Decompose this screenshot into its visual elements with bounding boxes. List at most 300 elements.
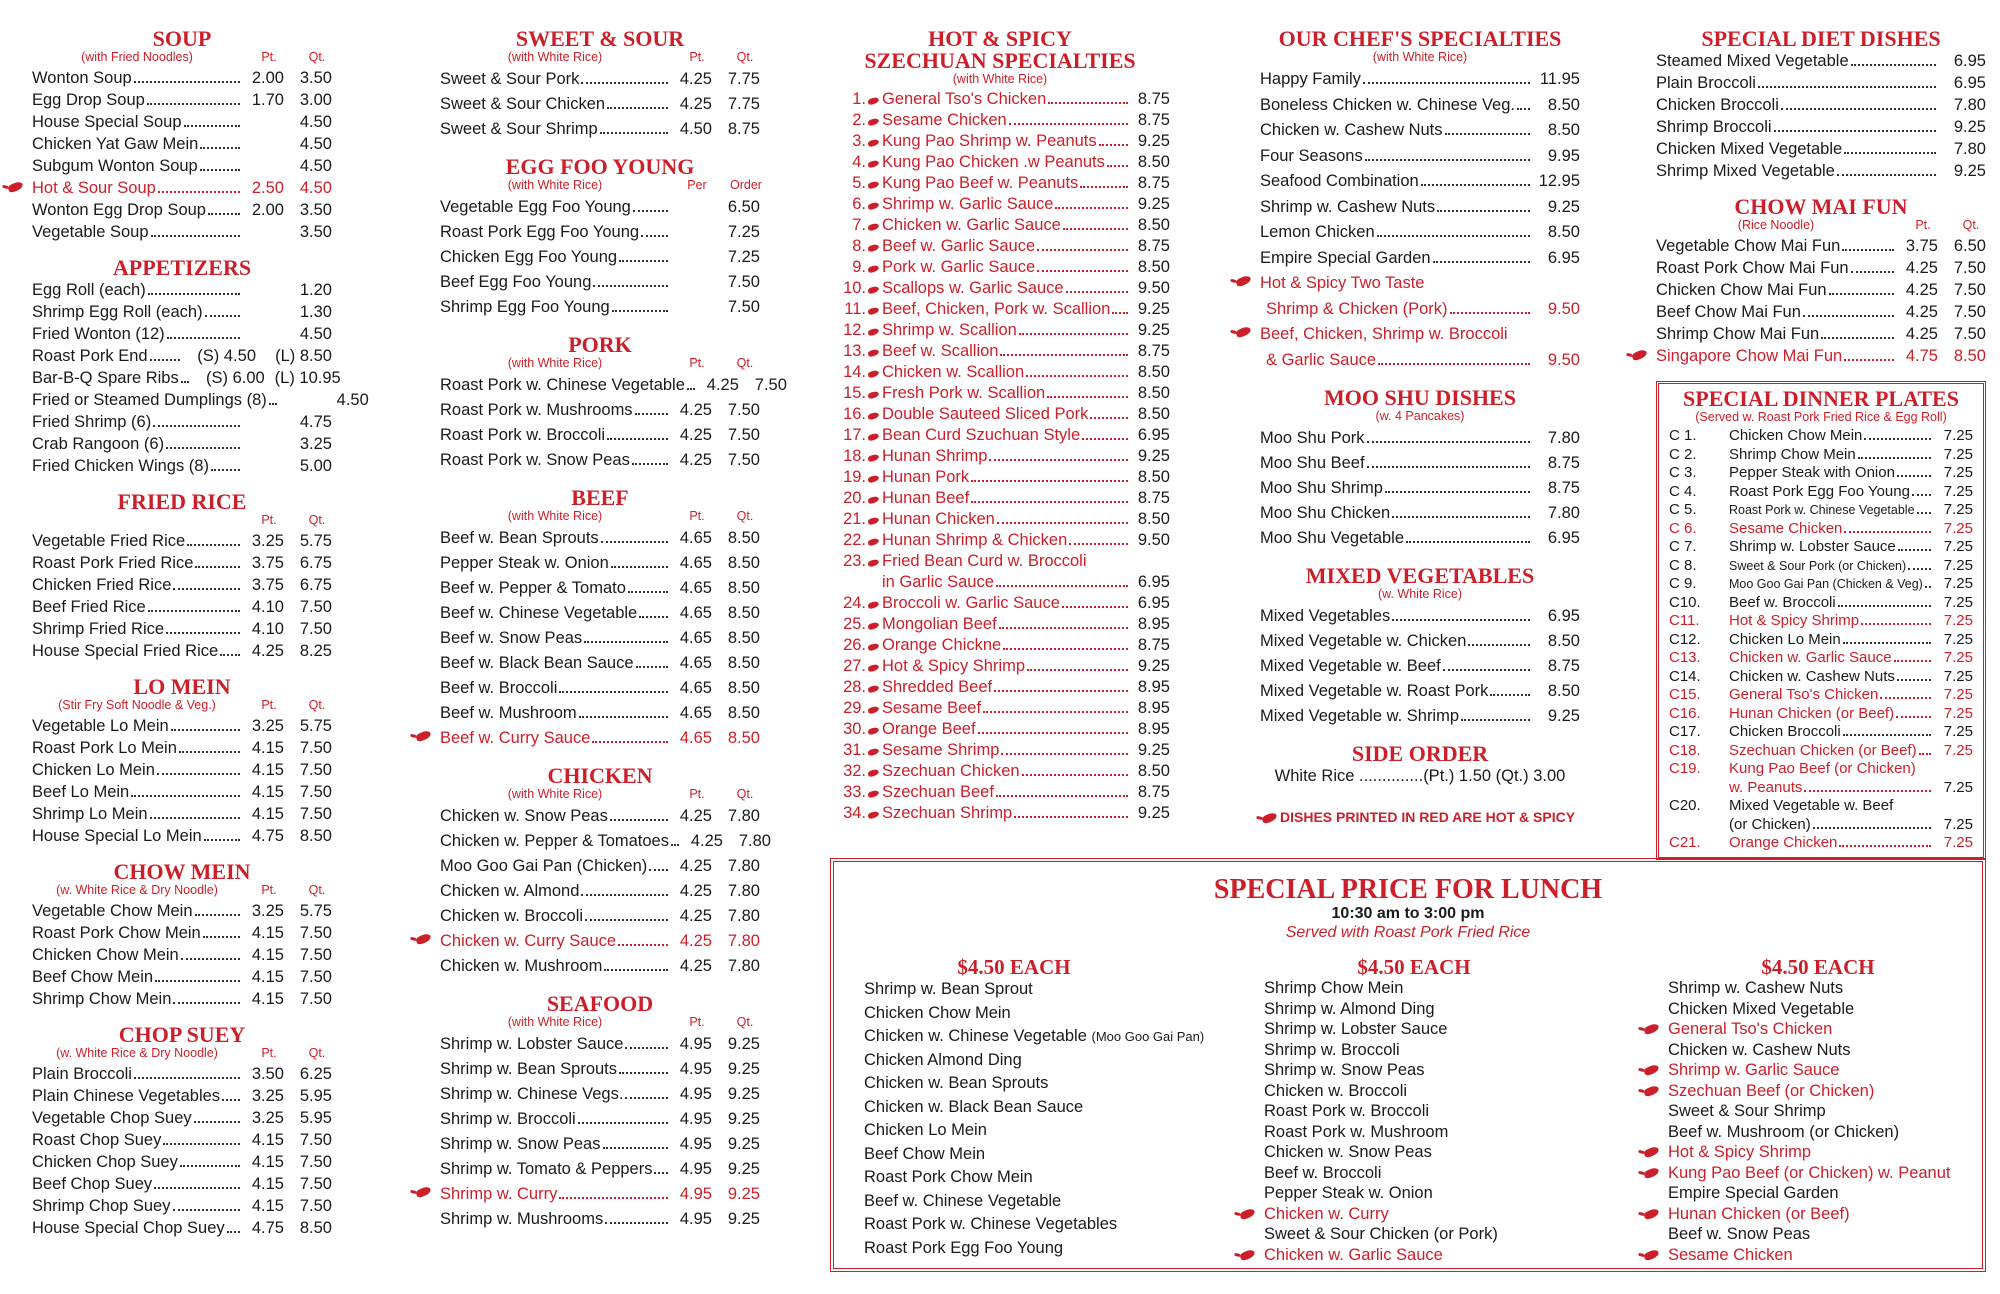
hot-spicy-item bbox=[830, 761, 1170, 782]
item-name: Roast Pork Egg Foo Young bbox=[1729, 482, 1910, 500]
plate-code: C18. bbox=[1669, 741, 1701, 759]
item-name: Beef w. Scallion bbox=[882, 342, 999, 360]
dot-leader bbox=[1433, 261, 1530, 263]
item-name: Chicken Mixed Vegetable bbox=[1656, 140, 1843, 158]
menu-item bbox=[1656, 138, 1986, 160]
dot-leader bbox=[1758, 86, 1936, 88]
pepper-icon bbox=[866, 619, 882, 629]
item-name: Shrimp Lo Mein bbox=[32, 805, 148, 823]
plate-code: C 4. bbox=[1669, 482, 1697, 500]
item-name: Roast Pork w. Broccoli bbox=[440, 426, 606, 444]
dot-leader bbox=[1821, 337, 1894, 339]
item-number: 20. bbox=[843, 489, 866, 507]
item-price-2: 7.50 bbox=[299, 968, 332, 986]
dot-leader bbox=[1781, 108, 1936, 110]
item-name: Bean Curd Szuchuan Style bbox=[882, 426, 1081, 444]
plate-code: C16. bbox=[1669, 704, 1701, 722]
item-name: Steamed Mixed Vegetable bbox=[1656, 52, 1849, 70]
menu-item bbox=[32, 323, 332, 345]
pepper-icon bbox=[866, 94, 882, 104]
item-number: 32. bbox=[843, 762, 866, 780]
menu-item bbox=[440, 1157, 760, 1182]
dinner-plate-item-cont bbox=[1669, 816, 1973, 835]
item-name: Roast Pork End bbox=[32, 347, 148, 365]
item-name: Mongolian Beef bbox=[882, 615, 997, 633]
menu-item bbox=[32, 1151, 332, 1173]
item-name: Pork w. Garlic Sauce bbox=[882, 258, 1036, 276]
item-number: 13. bbox=[843, 342, 866, 360]
item-price-1: 4.15 bbox=[251, 783, 284, 801]
menu-item bbox=[440, 117, 760, 142]
dot-leader bbox=[639, 616, 668, 618]
item-price-2: 6.25 bbox=[299, 1065, 332, 1083]
item-number: 2. bbox=[852, 111, 866, 129]
item-price-2: 8.50 bbox=[727, 579, 760, 597]
chicken-title: CHICKEN bbox=[547, 763, 653, 788]
hot-spicy-item bbox=[830, 593, 1170, 614]
menu-item bbox=[32, 1085, 332, 1107]
item-price: 8.75 bbox=[1137, 111, 1170, 129]
menu-item bbox=[1260, 220, 1580, 246]
lunch-item bbox=[864, 1072, 1224, 1096]
item-name: Hot & Sour Soup bbox=[32, 179, 156, 197]
dot-leader bbox=[1378, 363, 1530, 365]
item-name: Roast Pork Lo Mein bbox=[32, 739, 177, 757]
lunch-item bbox=[864, 1166, 1224, 1190]
item-price: 8.50 bbox=[1137, 153, 1170, 171]
item-name: Wonton Egg Drop Soup bbox=[32, 201, 206, 219]
item-price-2: 7.50 bbox=[299, 783, 332, 801]
dot-leader bbox=[559, 1197, 668, 1199]
item-price-2: 8.50 bbox=[1547, 632, 1580, 650]
dot-leader bbox=[636, 666, 668, 668]
lunch-column-3 bbox=[1668, 956, 2000, 1265]
dot-leader bbox=[1897, 475, 1931, 477]
menu-item bbox=[440, 448, 760, 473]
menu-item bbox=[440, 929, 760, 954]
item-price-1: 3.75 bbox=[251, 576, 284, 594]
item-price-2: 9.25 bbox=[1953, 162, 1986, 180]
item-price: 7.25 bbox=[1943, 704, 1973, 722]
dot-leader bbox=[200, 169, 240, 171]
column-header-2: Order bbox=[730, 178, 762, 192]
item-price-1: 4.10 bbox=[251, 598, 284, 616]
item-price-2: 7.80 bbox=[1953, 140, 1986, 158]
item-price: 7.25 bbox=[1943, 575, 1973, 592]
item-price: 7.25 bbox=[1943, 686, 1973, 703]
menu-item bbox=[32, 781, 332, 803]
pepper-icon bbox=[7, 181, 24, 194]
menu-item bbox=[32, 715, 332, 737]
pepper-icon bbox=[1239, 1207, 1256, 1220]
item-name: Beef w. Bean Sprouts bbox=[440, 529, 599, 547]
plate-code: C15. bbox=[1669, 686, 1701, 703]
hot-spicy-item bbox=[830, 89, 1170, 110]
menu-item bbox=[440, 601, 760, 626]
dot-leader bbox=[1392, 619, 1530, 621]
item-name: Beef Chow Mein bbox=[32, 968, 154, 986]
item-name: Chicken w. Snow Peas bbox=[1264, 1143, 1432, 1161]
dot-leader bbox=[1406, 541, 1530, 543]
item-name: Szechuan Beef (or Chicken) bbox=[1668, 1081, 1875, 1100]
lunch-item bbox=[864, 1143, 1224, 1167]
lunch-item bbox=[1264, 1183, 1624, 1204]
item-name: Beef w. Chinese Vegetable bbox=[864, 1191, 1062, 1210]
item-price: 9.25 bbox=[1137, 195, 1170, 213]
item-price-2: 7.50 bbox=[754, 376, 787, 394]
dot-leader bbox=[635, 413, 668, 415]
dot-leader bbox=[593, 285, 668, 287]
menu-item bbox=[440, 270, 760, 295]
item-price-1: 4.95 bbox=[679, 1110, 712, 1128]
item-price-2: 9.25 bbox=[727, 1210, 760, 1228]
item-price-1: 4.75 bbox=[1905, 347, 1938, 365]
column-header-1: Pt. bbox=[261, 698, 277, 712]
dinner-plate-item bbox=[1669, 483, 1973, 502]
plate-code: C14. bbox=[1669, 667, 1701, 685]
item-name: Shrimp Chop Suey bbox=[32, 1197, 171, 1215]
pepper-icon bbox=[1261, 812, 1278, 825]
lunch-column-title: $4.50 EACH bbox=[1357, 955, 1471, 979]
dot-leader bbox=[997, 522, 1128, 524]
hot-spicy-note: (with White Rice) bbox=[952, 72, 1048, 86]
dinner-plate-item bbox=[1669, 649, 1973, 668]
item-name: Bar-B-Q Spare Ribs bbox=[32, 369, 179, 387]
plate-code: C13. bbox=[1669, 649, 1701, 666]
item-price: 7.25 bbox=[1943, 815, 1973, 833]
lunch-item bbox=[1668, 1163, 2000, 1184]
menu-item bbox=[32, 411, 332, 433]
item-name: Moo Goo Gai Pan (Chicken) bbox=[440, 857, 648, 875]
item-price: 8.75 bbox=[1137, 783, 1170, 801]
item-name: Szechuan Beef bbox=[882, 783, 994, 801]
item-name: Moo Goo Gai Pan (Chicken & Veg) bbox=[1729, 577, 1923, 591]
item-price: 8.75 bbox=[1137, 636, 1170, 654]
lunch-item bbox=[864, 978, 1224, 1002]
dot-leader bbox=[131, 795, 240, 797]
item-name: Shrimp Chow Mein bbox=[32, 990, 172, 1008]
lunch-item bbox=[1668, 1224, 2000, 1245]
hot-spicy-item bbox=[830, 425, 1170, 446]
dot-leader bbox=[1844, 152, 1936, 154]
chop-suey-section bbox=[32, 1024, 332, 1239]
pepper-icon bbox=[866, 640, 882, 650]
dot-leader bbox=[155, 980, 240, 982]
item-name: Sesame Shrimp bbox=[882, 741, 1000, 759]
item-name: Sweet & Sour Shrimp bbox=[1668, 1102, 1826, 1120]
item-price-2: 4.50 bbox=[336, 391, 369, 409]
menu-item bbox=[440, 576, 760, 601]
item-name: Shrimp w. Cashew Nuts bbox=[1668, 979, 1844, 997]
item-price-1: (S) 6.00 bbox=[206, 369, 265, 387]
item-name: Shrimp w. Bean Sprout bbox=[864, 980, 1033, 998]
lunch-item bbox=[1668, 978, 2000, 999]
item-price-1: 4.15 bbox=[251, 924, 284, 942]
menu-item bbox=[440, 92, 760, 117]
dot-leader bbox=[1804, 790, 1931, 792]
plate-code: C 1. bbox=[1669, 427, 1697, 444]
menu-item bbox=[1260, 67, 1580, 93]
sweet_sour-title: SWEET & SOUR bbox=[515, 26, 685, 51]
item-name: House Special Chop Suey bbox=[32, 1219, 225, 1237]
lunch-item bbox=[1668, 1204, 2000, 1225]
item-price-1: 4.95 bbox=[679, 1035, 712, 1053]
menu-item bbox=[1656, 257, 1986, 279]
hot-spicy-section bbox=[830, 28, 1170, 824]
chicken-note: (with White Rice) bbox=[507, 787, 603, 801]
item-price-1: 4.95 bbox=[679, 1060, 712, 1078]
menu-item bbox=[32, 177, 332, 199]
item-name: Beef Chow Mein bbox=[864, 1144, 986, 1163]
column-header-1: Pt. bbox=[261, 1046, 277, 1060]
dot-leader bbox=[1844, 359, 1894, 361]
lunch-item bbox=[864, 1190, 1224, 1214]
pepper-icon bbox=[866, 493, 882, 503]
item-price: 8.95 bbox=[1137, 720, 1170, 738]
dot-leader bbox=[994, 690, 1128, 692]
item-name: Vegetable Chow Mein bbox=[32, 902, 193, 920]
dot-leader bbox=[1461, 719, 1530, 721]
item-price-1: 4.10 bbox=[251, 620, 284, 638]
item-price: 7.25 bbox=[1943, 464, 1973, 481]
item-price-1: 4.25 bbox=[679, 401, 712, 419]
dot-leader bbox=[148, 293, 240, 295]
lunch-item bbox=[864, 1213, 1224, 1237]
menu-item bbox=[1260, 93, 1580, 119]
item-number: 11. bbox=[844, 300, 866, 318]
pork-subheader bbox=[440, 356, 760, 373]
item-name: Kung Pao Shrimp w. Peanuts bbox=[882, 132, 1097, 150]
pepper-icon bbox=[415, 933, 432, 946]
egg-foo-young-section bbox=[440, 156, 760, 320]
item-name: Moo Shu Shrimp bbox=[1260, 479, 1383, 497]
pepper-icon bbox=[1643, 1207, 1660, 1220]
item-price: 8.50 bbox=[1137, 405, 1170, 423]
item-number: 4. bbox=[852, 153, 866, 171]
hot-item bbox=[1260, 322, 1580, 348]
item-price-1: 4.25 bbox=[679, 957, 712, 975]
item-price-2: 7.80 bbox=[1953, 96, 1986, 114]
dot-leader bbox=[1917, 512, 1931, 514]
item-name: Chicken Yat Gaw Mein bbox=[32, 135, 199, 153]
item-price-2: 3.50 bbox=[299, 69, 332, 87]
column-header-2: Qt. bbox=[1962, 218, 1980, 232]
item-name: House Special Soup bbox=[32, 113, 182, 131]
item-price-1: 4.95 bbox=[679, 1160, 712, 1178]
dinner-plate-item bbox=[1669, 760, 1973, 779]
item-price: 7.25 bbox=[1943, 834, 1973, 851]
item-name: Hunan Chicken bbox=[882, 510, 995, 528]
item-price-1: 3.25 bbox=[251, 717, 284, 735]
item-name: Lemon Chicken bbox=[1260, 223, 1375, 241]
item-name: Pepper Steak with Onion bbox=[1729, 464, 1895, 481]
pepper-icon bbox=[415, 1186, 432, 1199]
plate-code: C 3. bbox=[1669, 464, 1697, 481]
dot-leader bbox=[1009, 123, 1128, 125]
chop_suey-subheader bbox=[32, 1046, 332, 1063]
dot-leader bbox=[1099, 144, 1128, 146]
dot-leader bbox=[1898, 549, 1931, 551]
menu-item bbox=[32, 900, 332, 922]
pepper-icon bbox=[866, 178, 882, 188]
item-price-2: 9.25 bbox=[727, 1160, 760, 1178]
item-name: Szechuan Chicken (or Beef) bbox=[1729, 741, 1917, 759]
dinner-plate-item bbox=[1669, 446, 1973, 465]
menu-item bbox=[32, 618, 332, 640]
dinner-plate-item bbox=[1669, 594, 1973, 613]
item-price-1: 4.15 bbox=[251, 968, 284, 986]
dot-leader bbox=[1107, 165, 1128, 167]
item-name: Plain Chinese Vegetables bbox=[32, 1087, 221, 1105]
item-name: Orange Chicken bbox=[1729, 834, 1838, 851]
item-name: Plain Broccoli bbox=[1656, 74, 1756, 92]
menu-item bbox=[1656, 116, 1986, 138]
dot-leader bbox=[585, 919, 668, 921]
item-price-1: 4.25 bbox=[1905, 325, 1938, 343]
lunch-special-box bbox=[830, 858, 1986, 1272]
item-price-1: 1.70 bbox=[251, 91, 284, 109]
dot-leader bbox=[1490, 694, 1530, 696]
item-name: Chicken w. Bean Sprouts bbox=[864, 1074, 1049, 1092]
item-price-2: 7.80 bbox=[1547, 429, 1580, 447]
item-price-2: 7.50 bbox=[299, 1153, 332, 1171]
item-name: Mixed Vegetable w. Beef bbox=[1729, 797, 1894, 814]
item-name: Vegetable Egg Foo Young bbox=[440, 198, 631, 216]
dot-leader bbox=[649, 869, 668, 871]
dot-leader bbox=[1843, 734, 1931, 736]
item-price-2: (L) 10.95 bbox=[274, 369, 341, 387]
item-name: Shrimp Chow Mein bbox=[1729, 445, 1856, 463]
dot-leader bbox=[195, 566, 240, 568]
dot-leader bbox=[1851, 271, 1894, 273]
chow_mein-title: CHOW MEIN bbox=[113, 859, 251, 884]
item-name: Beef, Chicken, Pork w. Scallion bbox=[882, 300, 1111, 318]
lunch-item bbox=[1264, 1224, 1624, 1245]
menu-item bbox=[1656, 94, 1986, 116]
lunch-item bbox=[1264, 999, 1624, 1020]
dot-leader bbox=[633, 210, 668, 212]
item-name: Egg Roll (each) bbox=[32, 281, 146, 299]
pepper-icon bbox=[866, 346, 882, 356]
dot-leader bbox=[1864, 438, 1931, 440]
item-name: Chicken w. Broccoli bbox=[440, 907, 584, 925]
item-name: Shrimp Fried Rice bbox=[32, 620, 165, 638]
item-name: Shrimp w. Curry bbox=[440, 1185, 558, 1203]
lunch-item bbox=[1668, 999, 2000, 1020]
item-name: Seafood Combination bbox=[1260, 172, 1419, 190]
moo_shu-note: (w. 4 Pancakes) bbox=[1375, 409, 1465, 423]
dot-leader bbox=[1066, 291, 1128, 293]
dot-leader bbox=[163, 1143, 240, 1145]
dot-leader bbox=[203, 936, 240, 938]
item-price-1: 4.15 bbox=[251, 1153, 284, 1171]
item-price: 6.95 bbox=[1137, 426, 1170, 444]
menu-item bbox=[440, 1182, 760, 1207]
moo_shu-title: MOO SHU DISHES bbox=[1324, 385, 1516, 410]
item-name: Chicken Lo Mein bbox=[32, 761, 155, 779]
menu-item bbox=[440, 1107, 760, 1132]
item-price: 11.95 bbox=[1539, 70, 1580, 88]
item-name: Chicken Lo Mein bbox=[1729, 630, 1841, 648]
item-price: 8.50 bbox=[1137, 762, 1170, 780]
item-price: 8.50 bbox=[1137, 363, 1170, 381]
dot-leader bbox=[151, 235, 240, 237]
item-name: Plain Broccoli bbox=[32, 1065, 132, 1083]
item-name: Shrimp w. Mushrooms bbox=[440, 1210, 604, 1228]
item-name: Kung Pao Chicken .w Peanuts bbox=[882, 153, 1105, 171]
menu-item bbox=[1260, 704, 1580, 729]
item-price-1: 4.95 bbox=[679, 1210, 712, 1228]
hot-item-cont bbox=[1260, 348, 1580, 374]
dinner-plate-item bbox=[1669, 705, 1973, 724]
hot-spicy-item bbox=[830, 698, 1170, 719]
pepper-icon bbox=[866, 661, 882, 671]
item-price-2: 8.75 bbox=[1547, 479, 1580, 497]
dot-leader bbox=[204, 839, 240, 841]
dot-leader bbox=[166, 632, 240, 634]
item-name: Hunan Pork bbox=[882, 468, 970, 486]
pepper-icon bbox=[866, 304, 882, 314]
item-name: Kung Pao Beef w. Peanuts bbox=[882, 174, 1079, 192]
item-name: Shredded Beef bbox=[882, 678, 993, 696]
fried_rice-title: FRIED RICE bbox=[117, 489, 247, 514]
dot-leader bbox=[181, 958, 240, 960]
chow_mein-subheader bbox=[32, 883, 332, 900]
item-name: Beef Lo Mein bbox=[32, 783, 130, 801]
column-header-2: Qt. bbox=[736, 1015, 754, 1029]
item-price-2: 7.80 bbox=[1547, 504, 1580, 522]
item-name-cont: w. Peanuts bbox=[1729, 778, 1803, 796]
item-price-2: 7.50 bbox=[727, 426, 760, 444]
menu-item bbox=[440, 1082, 760, 1107]
item-name: Sweet & Sour Chicken (or Pork) bbox=[1264, 1225, 1498, 1243]
item-price-2: 7.80 bbox=[727, 807, 760, 825]
item-name: Mixed Vegetable w. Chicken bbox=[1260, 632, 1467, 650]
pepper-icon bbox=[866, 325, 882, 335]
dot-leader bbox=[1803, 315, 1894, 317]
dot-leader bbox=[269, 403, 277, 405]
item-name: Vegetable Fried Rice bbox=[32, 532, 186, 550]
item-name: Fried Chicken Wings (8) bbox=[32, 457, 209, 475]
dot-leader bbox=[1517, 108, 1530, 110]
plate-code: C 5. bbox=[1669, 501, 1697, 518]
item-number: 8. bbox=[852, 237, 866, 255]
item-name: Chicken w. Garlic Sauce bbox=[1729, 649, 1892, 666]
item-name: Chicken Chow Mein bbox=[32, 946, 179, 964]
item-number: 16. bbox=[843, 405, 866, 423]
menu-item bbox=[32, 433, 332, 455]
menu-item bbox=[32, 737, 332, 759]
lunch-item bbox=[1668, 1245, 2000, 1266]
item-price-1: 4.65 bbox=[679, 579, 712, 597]
dot-leader bbox=[1450, 312, 1530, 314]
item-name: Sweet & Sour Chicken bbox=[440, 95, 606, 113]
dinner-plate-item bbox=[1669, 723, 1973, 742]
pepper-icon bbox=[866, 283, 882, 293]
item-price-2: 7.50 bbox=[1953, 281, 1986, 299]
item-price: 8.50 bbox=[1137, 468, 1170, 486]
hot-spicy-item bbox=[830, 362, 1170, 383]
item-price: 9.50 bbox=[1547, 299, 1580, 318]
plate-code: C21. bbox=[1669, 834, 1701, 851]
dot-leader bbox=[173, 1209, 241, 1211]
item-number: 28. bbox=[843, 678, 866, 696]
item-price: 8.95 bbox=[1137, 699, 1170, 717]
item-name: Hot & Spicy Two Taste bbox=[1260, 274, 1425, 292]
appetizers-title: APPETIZERS bbox=[112, 255, 252, 280]
item-price: 6.95 bbox=[1547, 248, 1580, 267]
lunch-column-1 bbox=[864, 956, 1224, 1260]
